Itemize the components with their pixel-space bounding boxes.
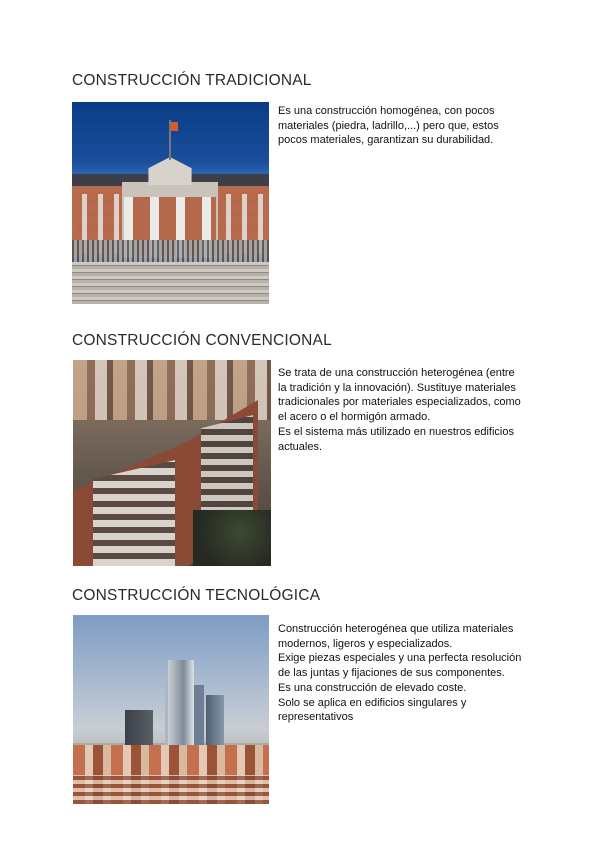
text-line: Es una construcción homogénea, con pocos <box>278 105 495 117</box>
fence <box>72 240 269 264</box>
technological-skyline-photo <box>73 615 269 804</box>
tower-mid <box>194 685 204 753</box>
balconies-left <box>93 460 175 566</box>
traditional-building-photo <box>72 102 269 304</box>
text-line: Es una construcción de elevado coste. <box>278 681 467 694</box>
section-description-tradicional <box>278 104 538 148</box>
residential-foreground <box>73 775 269 804</box>
conventional-apartment-photo <box>73 360 271 566</box>
section-title-tecnologica: CONSTRUCCIÓN TECNOLÓGICA <box>72 587 321 604</box>
section-title-convencional: CONSTRUCCIÓN CONVENCIONAL <box>72 332 332 349</box>
text-line: Se trata de una construcción heterogénea (entre <box>278 367 515 379</box>
text-line: el acero o el hormigón armado. <box>278 411 431 424</box>
text-line: tradicionales por materiales especializados, como <box>278 396 521 409</box>
trees <box>193 510 271 566</box>
flag-icon <box>171 122 178 131</box>
text-line: Es el sistema más utilizado en nuestros edificios <box>278 425 514 438</box>
paved-ground <box>72 262 269 304</box>
text-line: materiales (piedra, ladrillo,...) pero que, estos <box>278 119 499 132</box>
section-title-tradicional: CONSTRUCCIÓN TRADICIONAL <box>72 72 312 89</box>
section-description-convencional <box>278 366 538 454</box>
text-line: modernos, ligeros y especializados. <box>278 637 453 650</box>
tower-tall <box>168 660 194 755</box>
text-line: actuales. <box>278 440 323 453</box>
text-line: representativos <box>278 711 354 724</box>
balconies-right <box>201 415 253 525</box>
text-line: Exige piezas especiales y una perfecta resolución <box>278 652 522 665</box>
text-line: la tradición y la innovación). Sustituye materiales <box>278 381 516 394</box>
text-line: pocos materiales, garantizan su durabilidad. <box>278 134 494 147</box>
text-line: Solo se aplica en edificios singulares y <box>278 696 467 709</box>
text-line: Construcción heterogénea que utiliza materiales <box>278 623 514 635</box>
section-description-tecnologica <box>278 622 538 725</box>
text-line: de las juntas y fijaciones de sus componentes. <box>278 667 505 680</box>
